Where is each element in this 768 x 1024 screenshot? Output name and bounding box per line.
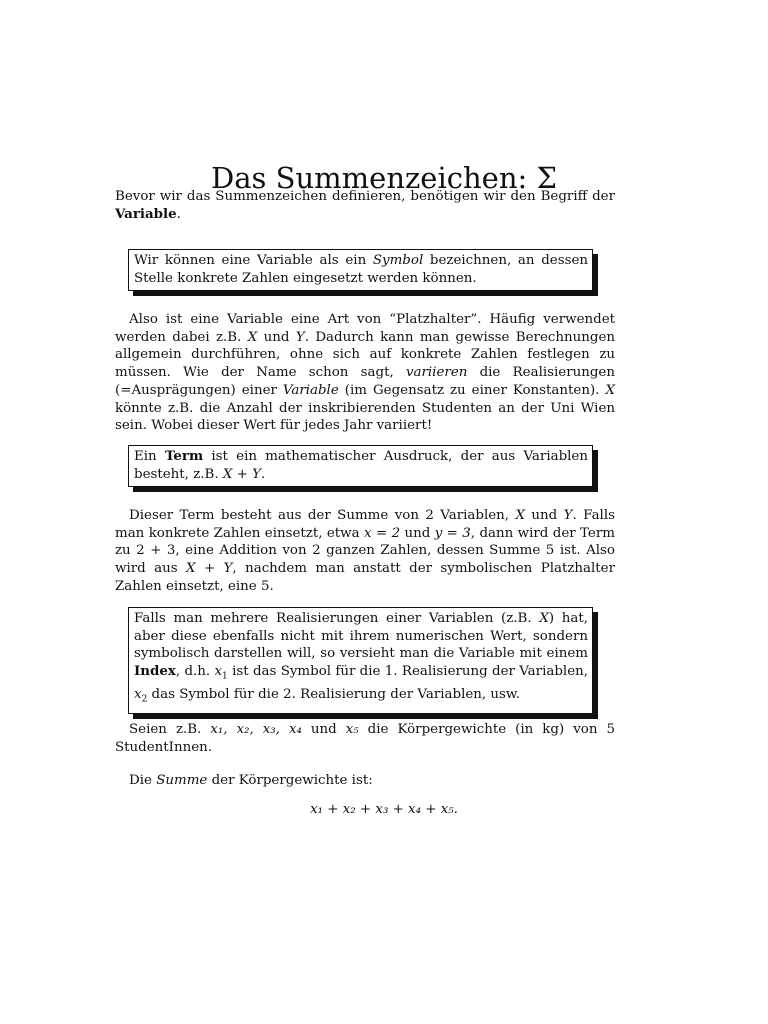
p3-var-y: Y — [563, 508, 573, 523]
box1-text-b: bezeichnen, an dessen Stelle konkrete Zahlen eingesetzt werden können. — [134, 253, 588, 286]
term-word: Term — [164, 448, 204, 464]
p4-text-a: Seien z.B. — [129, 722, 211, 737]
p2-text-e: (im Gegensatz zu einer Konstanten). — [338, 382, 606, 398]
box3-text-b: ) hat, aber diese ebenfalls nicht mit ihrem numerischen Wert, sondern symbolisch darstellen will, so versieht man die Variable mit einem — [134, 611, 588, 662]
sum-paragraph — [115, 772, 615, 790]
placeholder-paragraph — [115, 311, 615, 435]
summe-word: Summe — [156, 773, 208, 788]
p3-var-x: X — [515, 508, 526, 523]
p4-text-b: und — [301, 722, 346, 737]
page-title: Das Summenzeichen: Σ — [211, 161, 557, 196]
p2-text-c: . Dadurch kann man gewisse Berechnungen allgemein durchführen, ohne sich auf konkrete Zahlen festlegen zu müssen. Wie der Name schon sagt, — [115, 329, 615, 381]
box3-var-x: X — [539, 611, 549, 626]
x1-subscript: 1 — [222, 671, 228, 682]
p3-text-b: und — [525, 508, 564, 523]
box3-text-a: Falls man mehrere Realisierungen einer Variablen (z.B. — [134, 611, 540, 626]
box3-text-c: , d.h. — [175, 664, 215, 680]
equation-x: x = 2 — [364, 525, 401, 541]
x5-symbol: x₅ — [345, 722, 359, 737]
variable-term: Variable — [115, 205, 177, 222]
definition-box-term — [128, 445, 593, 487]
p3-text-c: . Falls man konkrete Zahlen einsetzt, etwa — [115, 508, 615, 541]
equation-y: y = 3 — [434, 525, 471, 541]
box1-text-a: Wir können eine Variable als ein — [134, 253, 373, 268]
x2-subscript: 2 — [141, 695, 148, 706]
p3-text-a: Dieser Term besteht aus der Summe von 2 Variablen, — [129, 508, 516, 523]
variable-word: Variable — [282, 382, 339, 398]
index-word: Index — [134, 663, 176, 680]
p2-text-f: könnte z.B. die Anzahl der inskribierenden Studenten an der Uni Wien sein. Wobei dieser Wert für jedes Jahr variiert! — [115, 400, 615, 434]
variieren-word: variieren — [405, 365, 468, 381]
term-paragraph — [115, 507, 615, 596]
p3-text-f: , nachdem man anstatt der symbolischen Platzhalter Zahlen einsetzt, eine 5. — [115, 561, 616, 594]
p5-text-a: Die — [129, 773, 157, 788]
box2-text-b: ist ein mathematischer Ausdruck, der aus Variablen besteht, z.B. — [134, 449, 588, 482]
symbol-word: Symbol — [372, 253, 424, 268]
intro-paragraph — [115, 188, 615, 223]
box3-text-d: ist das Symbol für die 1. Realisierung der Variablen, — [227, 664, 588, 680]
p4-text-c: die Körpergewichte (in kg) von 5 StudentInnen. — [115, 722, 616, 755]
p5-text-b: der Körpergewichte ist: — [207, 773, 373, 788]
p3-text-d: und — [400, 525, 435, 541]
var-y: Y — [295, 329, 305, 345]
intro-text: Bevor wir das Summenzeichen definieren, benötigen wir den Begriff der — [115, 189, 615, 204]
definition-box-variable — [128, 249, 593, 291]
p2-text-a: Also ist eine Variable eine Art von “Platzhalter”. Häufig verwendet werden dabei z.B. — [115, 312, 615, 345]
var-x: X — [247, 329, 258, 345]
definition-box-index — [128, 607, 593, 714]
weights-paragraph — [115, 721, 615, 756]
box3-text-e: das Symbol für die 2. Realisierung der Variablen, usw. — [147, 687, 521, 703]
p3-text-e: , dann wird der Term zu 2 + 3, eine Addition von 2 ganzen Zahlen, dessen Summe 5 ist. Also wird aus — [115, 525, 615, 577]
x1-symbol: x — [214, 664, 223, 680]
p3-expression: X + Y — [186, 561, 233, 577]
var-x-2: X — [605, 382, 615, 398]
x2-symbol: x — [134, 687, 142, 703]
variables-list: x₁, x₂, x₃, x₄ — [210, 722, 302, 737]
box2-text-a: Ein — [134, 449, 165, 464]
term-expression: X + Y — [222, 466, 261, 482]
box2-text-c: . — [260, 466, 266, 482]
sum-formula: x₁ + x₂ + x₃ + x₄ + x₅. — [310, 802, 458, 817]
p2-text-d: die Realisierungen (=Ausprägungen) einer — [115, 365, 615, 398]
intro-end: . — [176, 206, 181, 222]
p2-text-b: und — [257, 329, 296, 345]
